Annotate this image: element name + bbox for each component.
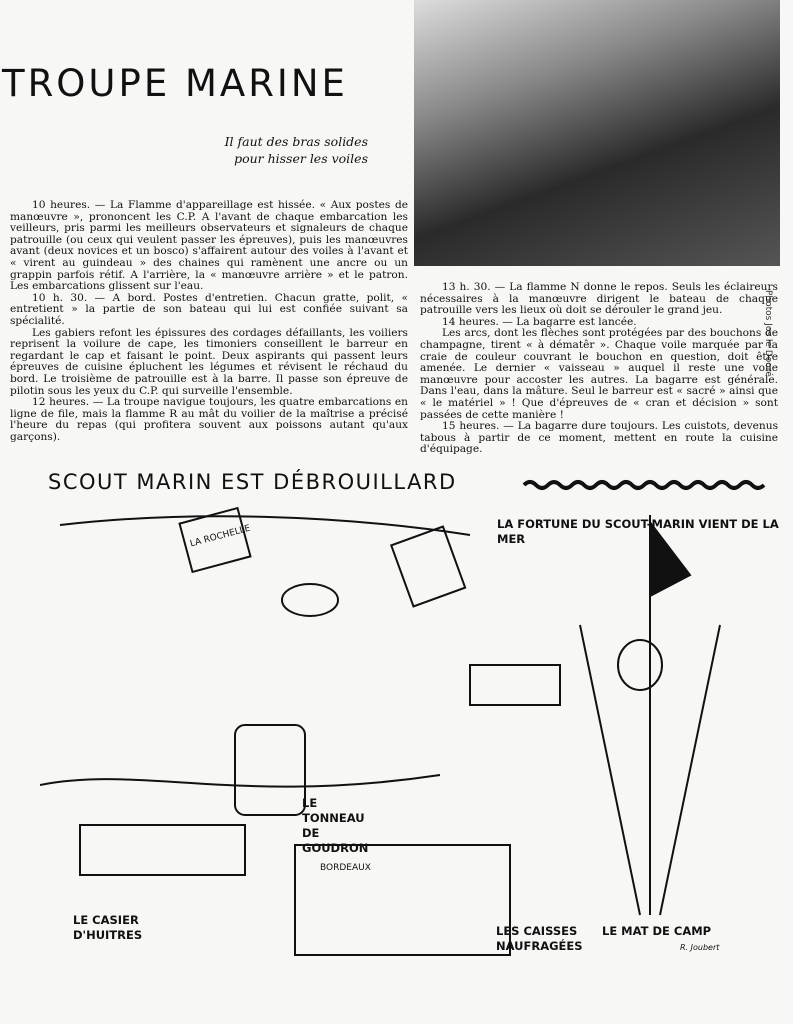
right-column-text [420,282,778,456]
mast-leg [580,625,640,915]
label-mat: LE MAT DE CAMP [602,924,712,938]
paragraph: 10 h. 30. — A bord. Postes d'entretien. Chacun gratte, polit, « entretient » la partie de son bateau qui lui est confiée suivant sa spécialité. [10,291,408,327]
mast-leg [660,625,720,915]
photo-credit: Photos Jos le Dooré [763,290,773,377]
paragraph: 10 heures. — La Flamme d'appareillage est hissée. « Aux postes de manœuvre », prononcent les C.P. A l'avant de chaque embarcation les veilleurs, pris parmi les meilleurs observateurs et signaleurs de chaque patrouille (ou ceux qui veulent passer les épreuves), puis les manœuvres avant (deux novices et un bosco) s'affairent autour des voiles à l'avant et « virent au guindeau » des chaines qui ramènent une ancre ou un grappin parfois rétif. A l'arrière, la « manœuvre arrière » et le patron. Les embarcations glissent sur l'eau. [10,199,408,293]
oyster-rack [80,825,245,875]
barrel-drawing [282,584,338,616]
crate-label: LA ROCHELLE [189,523,252,550]
artist-signature: R. Joubert [680,943,720,952]
tar-barrel [235,725,305,815]
shore-line [60,516,470,535]
label-casier: LE CASIER D'HUITRES [73,913,143,942]
label-tonneau: LE TONNEAU DE GOUDRON [302,796,369,855]
mast-barrel [618,640,662,690]
photo-caption [225,133,368,167]
page-title: TROUPE MARINE [2,62,348,105]
paragraph: 15 heures. — La bagarre dure toujours. Les cuistots, devenus tabous à partir de ce moment, mettent en route la cuisine d'équipage. [420,420,778,456]
paragraph: 12 heures. — La troupe navigue toujours, les quatre embarcations en ligne de file, mais la flamme R au mât du voilier de la maîtrise a précisé l'heure du repas (qui profitera souvent aux poissons autant qu'aux garçons). [10,396,408,443]
ground-line [40,775,440,787]
crate-table [470,665,560,705]
photo-sailors-hoisting [414,0,780,266]
label-fortune: LA FORTUNE DU SCOUT-MARIN VIENT DE LA MER [497,517,779,546]
section-heading: SCOUT MARIN EST DÉBROUILLARD [48,470,457,494]
caption-line: Il faut des bras solides [224,134,368,149]
paragraph: Les gabiers refont les épissures des cordages défaillants, les voiliers reprisent la voilure de cape, les timoniers conseillent le barreur en regardant le cap et faisant le point. Deux aspirants qui passent leurs épreuves de cuisine épluchent les légumes et révisent le réchaud du bord. Le troisième de patrouille est à la barre. Il passe son épreuve de pilotin sous les yeux du C.P. qui surveille l'ensemble. [10,326,408,397]
caption-line: pour hisser les voiles [234,151,368,166]
label-caisses: LES CAISSES NAUFRAGÉES [496,924,583,953]
left-column-text [10,200,408,443]
paragraph: 13 h. 30. — La flamme N donne le repos. Seuls les éclaireurs nécessaires à la manœuvre dirigent le bateau de chaque patrouille vers les lieux où doit se dérouler le grand jeu. [420,281,778,317]
paragraph: 14 heures. — La bagarre est lancée. [442,315,637,328]
crate-drawing [391,527,465,607]
shipwrecked-crates [295,845,510,955]
crate-label: BORDEAUX [320,863,371,873]
wave-ornament [522,470,767,500]
paragraph: Les arcs, dont les flèches sont protégées par des bouchons de champagne, tirent « à dématêr ». Chaque voile marquée par la craie de couleur couvrant le bouchon en question, doit être amenée. Le dernier « vaisseau » auquel il reste une voile manœuvre pour accoster les autres. La bagarre est générale. Dans l'eau, dans la mâture. Seul le barreur est « sacré » ainsi que « le matériel » ! Que d'épreuves de « cran et décision » sont passées de cette manière ! [420,327,778,421]
